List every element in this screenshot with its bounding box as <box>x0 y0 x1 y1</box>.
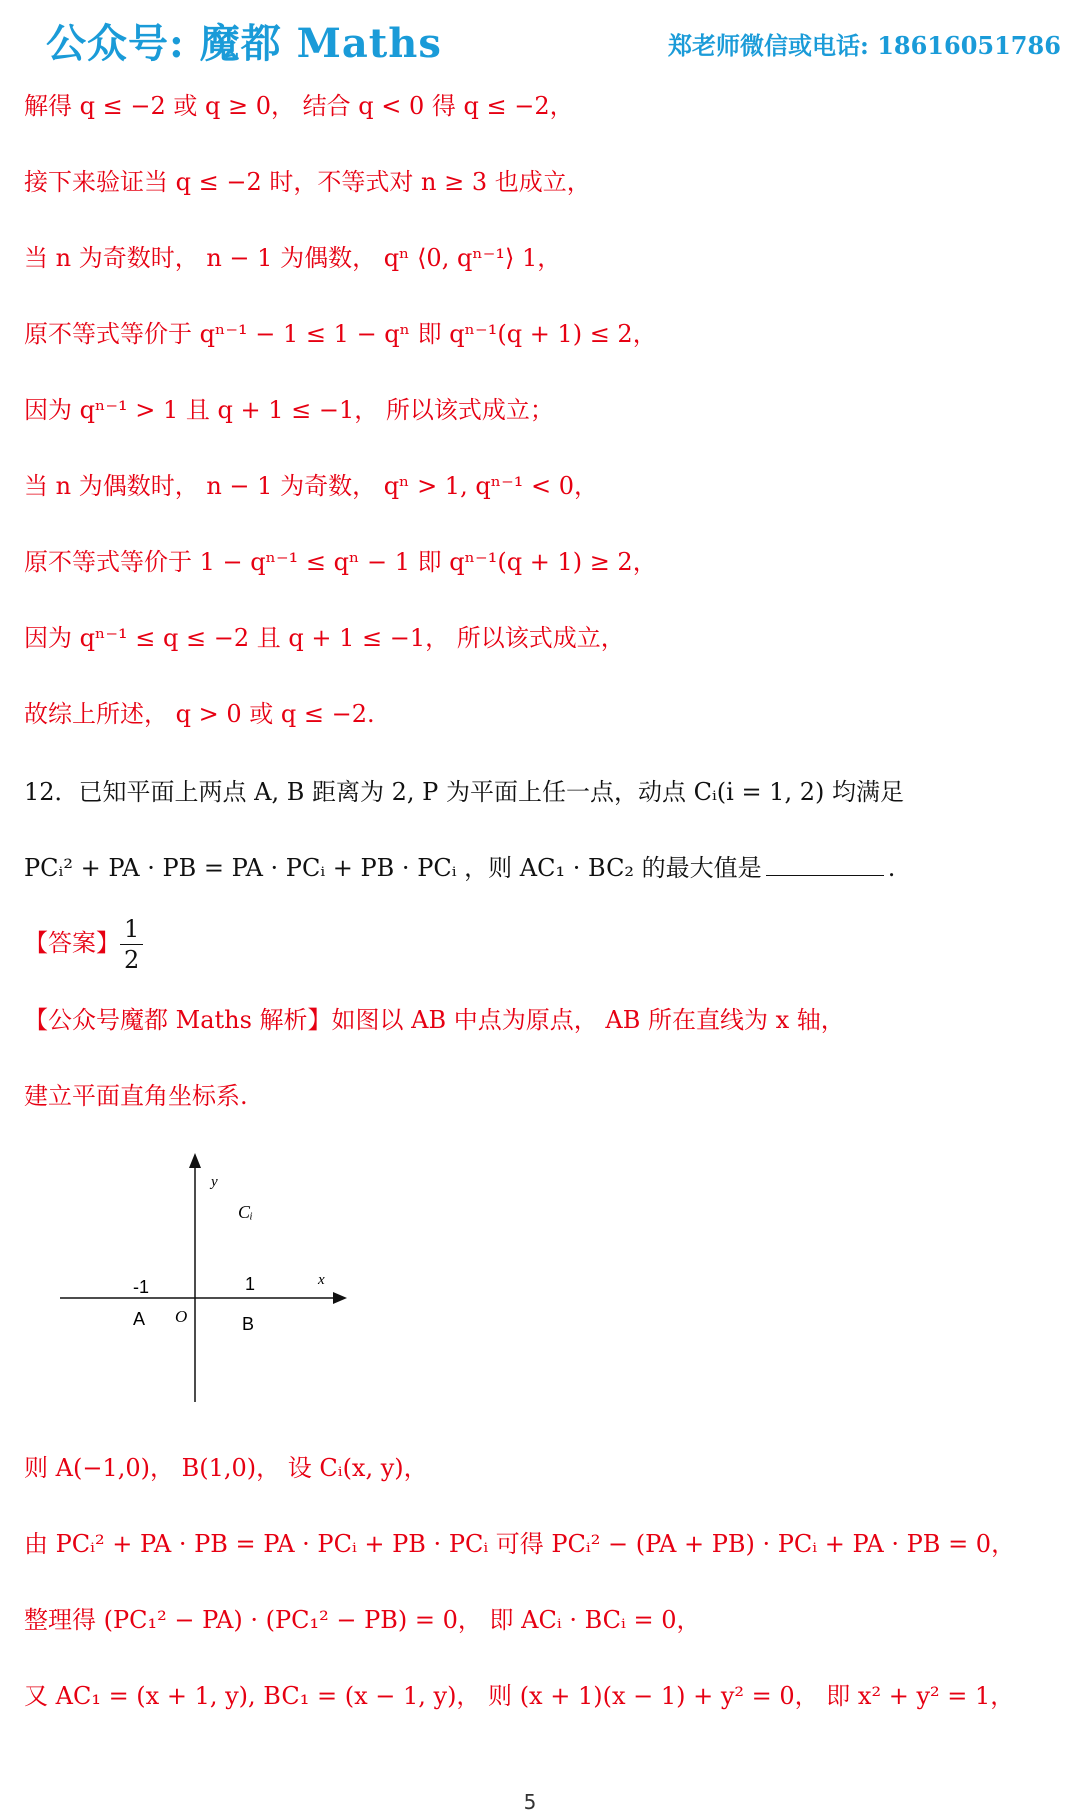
page-number: 5 <box>523 1790 537 1814</box>
contact-info: 郑老师微信或电话: 18616051786 <box>668 31 1061 60</box>
solution-line-8: 因为 qⁿ⁻¹ ≤ q ≤ −2 且 q + 1 ≤ −1， 所以该式成立， <box>24 624 625 652</box>
problem-period: . <box>887 854 896 882</box>
analysis-line-2: 建立平面直角坐标系. <box>24 1082 248 1110</box>
problem-statement-line-1: 12．已知平面上两点 A, B 距离为 2, P 为平面上任一点，动点 Cᵢ(i = 1, 2) 均满足 <box>24 778 904 806</box>
point-a-label: A <box>133 1309 146 1329</box>
brand-title: 公众号: 魔都 Maths <box>46 20 442 67</box>
answer-label: 【答案】 <box>24 929 120 957</box>
derivation-line-3: 整理得 (PC₁² − PA) · (PC₁² − PB) = 0， 即 ACᵢ · BCᵢ = 0， <box>24 1606 701 1634</box>
answer-fraction <box>120 914 143 975</box>
coordinate-figure <box>55 1150 355 1410</box>
answer-denominator: 2 <box>124 946 140 974</box>
x-axis-label: x <box>318 1272 325 1288</box>
page-header <box>0 0 1080 70</box>
solution-line-7: 原不等式等价于 1 − qⁿ⁻¹ ≤ qⁿ − 1 即 qⁿ⁻¹(q + 1) ≥ 2， <box>24 548 657 576</box>
y-axis-arrow-icon <box>189 1153 201 1168</box>
answer-blank <box>766 853 884 876</box>
derivation-line-1: 则 A(−1,0)， B(1,0)， 设 Cᵢ(x, y)， <box>24 1454 428 1482</box>
solution-line-2: 接下来验证当 q ≤ −2 时，不等式对 n ≥ 3 也成立， <box>24 168 591 196</box>
solution-line-4: 原不等式等价于 qⁿ⁻¹ − 1 ≤ 1 − qⁿ 即 qⁿ⁻¹(q + 1) ≤ 2， <box>24 320 657 348</box>
answer-numerator: 1 <box>120 914 143 945</box>
analysis-line-1: 【公众号魔都 Maths 解析】如图以 AB 中点为原点， AB 所在直线为 x 轴， <box>24 1006 845 1034</box>
point-b-label: B <box>242 1314 255 1334</box>
origin-label: O <box>175 1307 188 1326</box>
solution-line-6: 当 n 为偶数时， n − 1 为奇数， qⁿ > 1, qⁿ⁻¹ < 0， <box>24 472 599 500</box>
solution-line-1: 解得 q ≤ −2 或 q ≥ 0， 结合 q < 0 得 q ≤ −2， <box>24 92 574 120</box>
y-axis-label: y <box>211 1174 218 1190</box>
derivation-line-4: 又 AC₁ = (x + 1, y), BC₁ = (x − 1, y)， 则 (x + 1)(x − 1) + y² = 0， 即 x² + y² = 1， <box>24 1682 1015 1710</box>
x-axis-arrow-icon <box>333 1292 347 1304</box>
derivation-line-2: 由 PCᵢ² + PA · PB = PA · PCᵢ + PB · PCᵢ 可得 PCᵢ² − (PA + PB) · PCᵢ + PA · PB = 0， <box>24 1530 1016 1558</box>
problem-condition: PCᵢ² + PA · PB = PA · PCᵢ + PB · PCᵢ ，则 AC₁ · BC₂ 的最大值是 <box>24 854 762 882</box>
tick-label-one: 1 <box>245 1274 256 1294</box>
answer-line <box>24 912 143 975</box>
problem-statement-line-2 <box>24 852 895 884</box>
solution-line-9: 故综上所述， q > 0 或 q ≤ −2. <box>24 700 375 728</box>
solution-line-5: 因为 qⁿ⁻¹ > 1 且 q + 1 ≤ −1， 所以该式成立； <box>24 396 554 424</box>
solution-line-3: 当 n 为奇数时， n − 1 为偶数， qⁿ ⟨0, qⁿ⁻¹⟩ 1， <box>24 244 562 272</box>
ci-point-label: Cᵢ <box>238 1202 253 1222</box>
tick-label-neg-one: -1 <box>133 1277 150 1297</box>
